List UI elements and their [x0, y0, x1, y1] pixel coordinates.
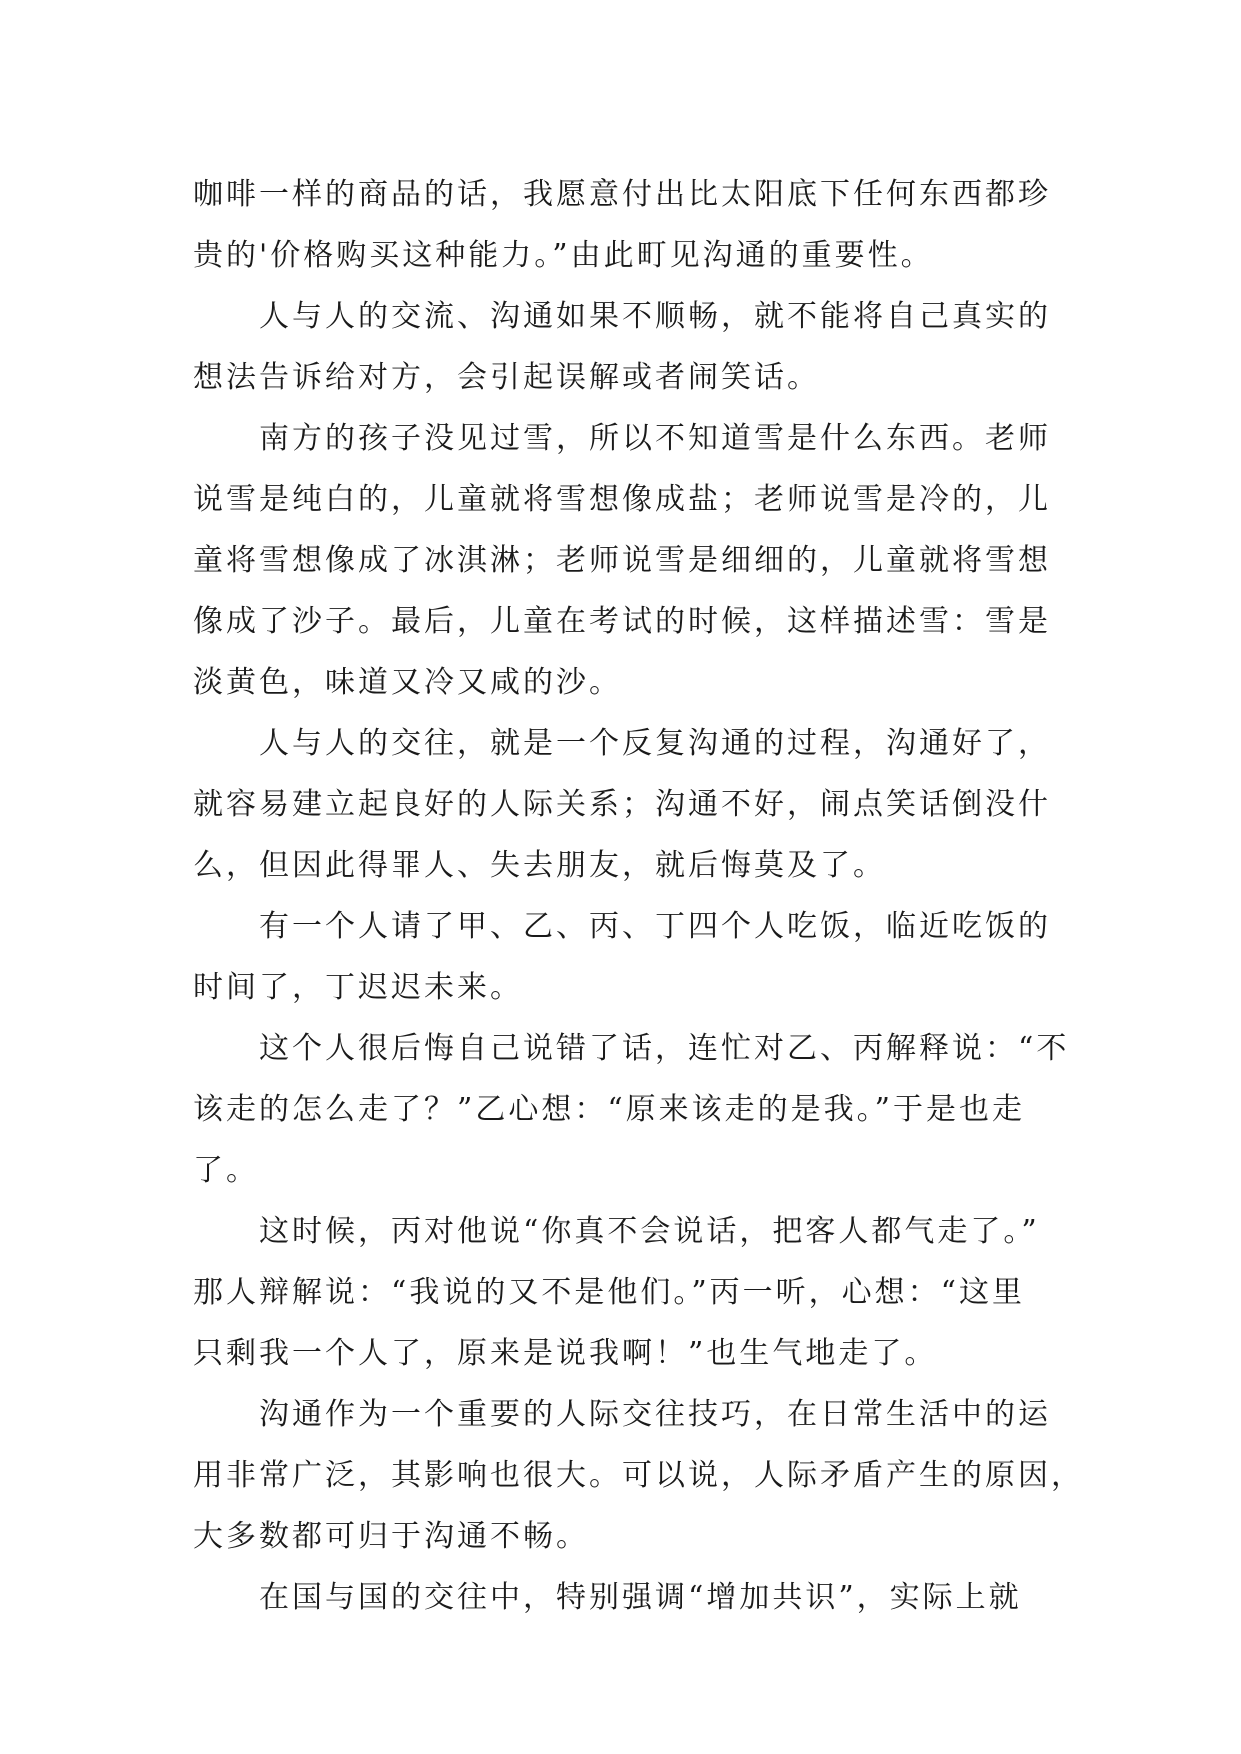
text-line: 用非常广泛，其影响也很大。可以说，人际矛盾产生的原因，: [193, 1458, 1084, 1493]
paragraph: [193, 1018, 1073, 1201]
text-line: 有一个人请了甲、乙、丙、丁四个人吃饭，临近吃饭的: [259, 909, 1051, 944]
text-line: 该走的怎么走了？”乙心想：“原来该走的是我。”于是也走: [193, 1092, 1026, 1127]
text-line: 咖啡一样的商品的话，我愿意付出比太阳底下任何东西都珍: [193, 177, 1051, 212]
text-line: 这时候，丙对他说“你真不会说话，把客人都气走了。”: [259, 1214, 1040, 1249]
document-body: [193, 164, 1084, 1628]
text-line: 像成了沙子。最后，儿童在考试的时候，这样描述雪：雪是: [193, 604, 1051, 639]
text-line: 淡黄色，味道又冷又咸的沙。: [193, 665, 622, 700]
text-line: 贵的'价格购买这种能力。”由此町见沟通的重要性。: [193, 238, 934, 273]
text-line: 沟通作为一个重要的人际交往技巧，在日常生活中的运: [259, 1397, 1051, 1432]
text-line: 了。: [193, 1153, 259, 1188]
text-line: 只剩我一个人了，原来是说我啊！”也生气地走了。: [193, 1336, 938, 1371]
paragraph: [193, 1201, 1073, 1384]
paragraph: [193, 1567, 1073, 1628]
text-line: 人与人的交流、沟通如果不顺畅，就不能将自己真实的: [259, 299, 1051, 334]
text-line: 南方的孩子没见过雪，所以不知道雪是什么东西。老师: [259, 421, 1051, 456]
text-line: 大多数都可归于沟通不畅。: [193, 1519, 589, 1554]
paragraph: [193, 286, 1073, 408]
paragraph: [193, 408, 1073, 713]
text-line: 时间了，丁迟迟未来。: [193, 970, 523, 1005]
text-line: 就容易建立起良好的人际关系；沟通不好，闹点笑话倒没什: [193, 787, 1051, 822]
paragraph: [193, 713, 1073, 896]
text-line: 说雪是纯白的，儿童就将雪想像成盐；老师说雪是冷的，儿: [193, 482, 1051, 517]
text-line: 童将雪想像成了冰淇淋；老师说雪是细细的，儿童就将雪想: [193, 543, 1051, 578]
text-line: 人与人的交往，就是一个反复沟通的过程，沟通好了，: [259, 726, 1051, 761]
text-line: 这个人很后悔自己说错了话，连忙对乙、丙解释说：“不: [259, 1031, 1070, 1066]
text-line: 想法告诉给对方，会引起误解或者闹笑话。: [193, 360, 820, 395]
paragraph: [193, 164, 1073, 286]
paragraph: [193, 896, 1073, 1018]
text-line: 那人辩解说：“我说的又不是他们。”丙一听，心想：“这里: [193, 1275, 1026, 1310]
text-line: 在国与国的交往中，特别强调“增加共识”，实际上就: [259, 1580, 1022, 1615]
paragraph: [193, 1384, 1084, 1567]
text-line: 么，但因此得罪人、失去朋友，就后悔莫及了。: [193, 848, 886, 883]
